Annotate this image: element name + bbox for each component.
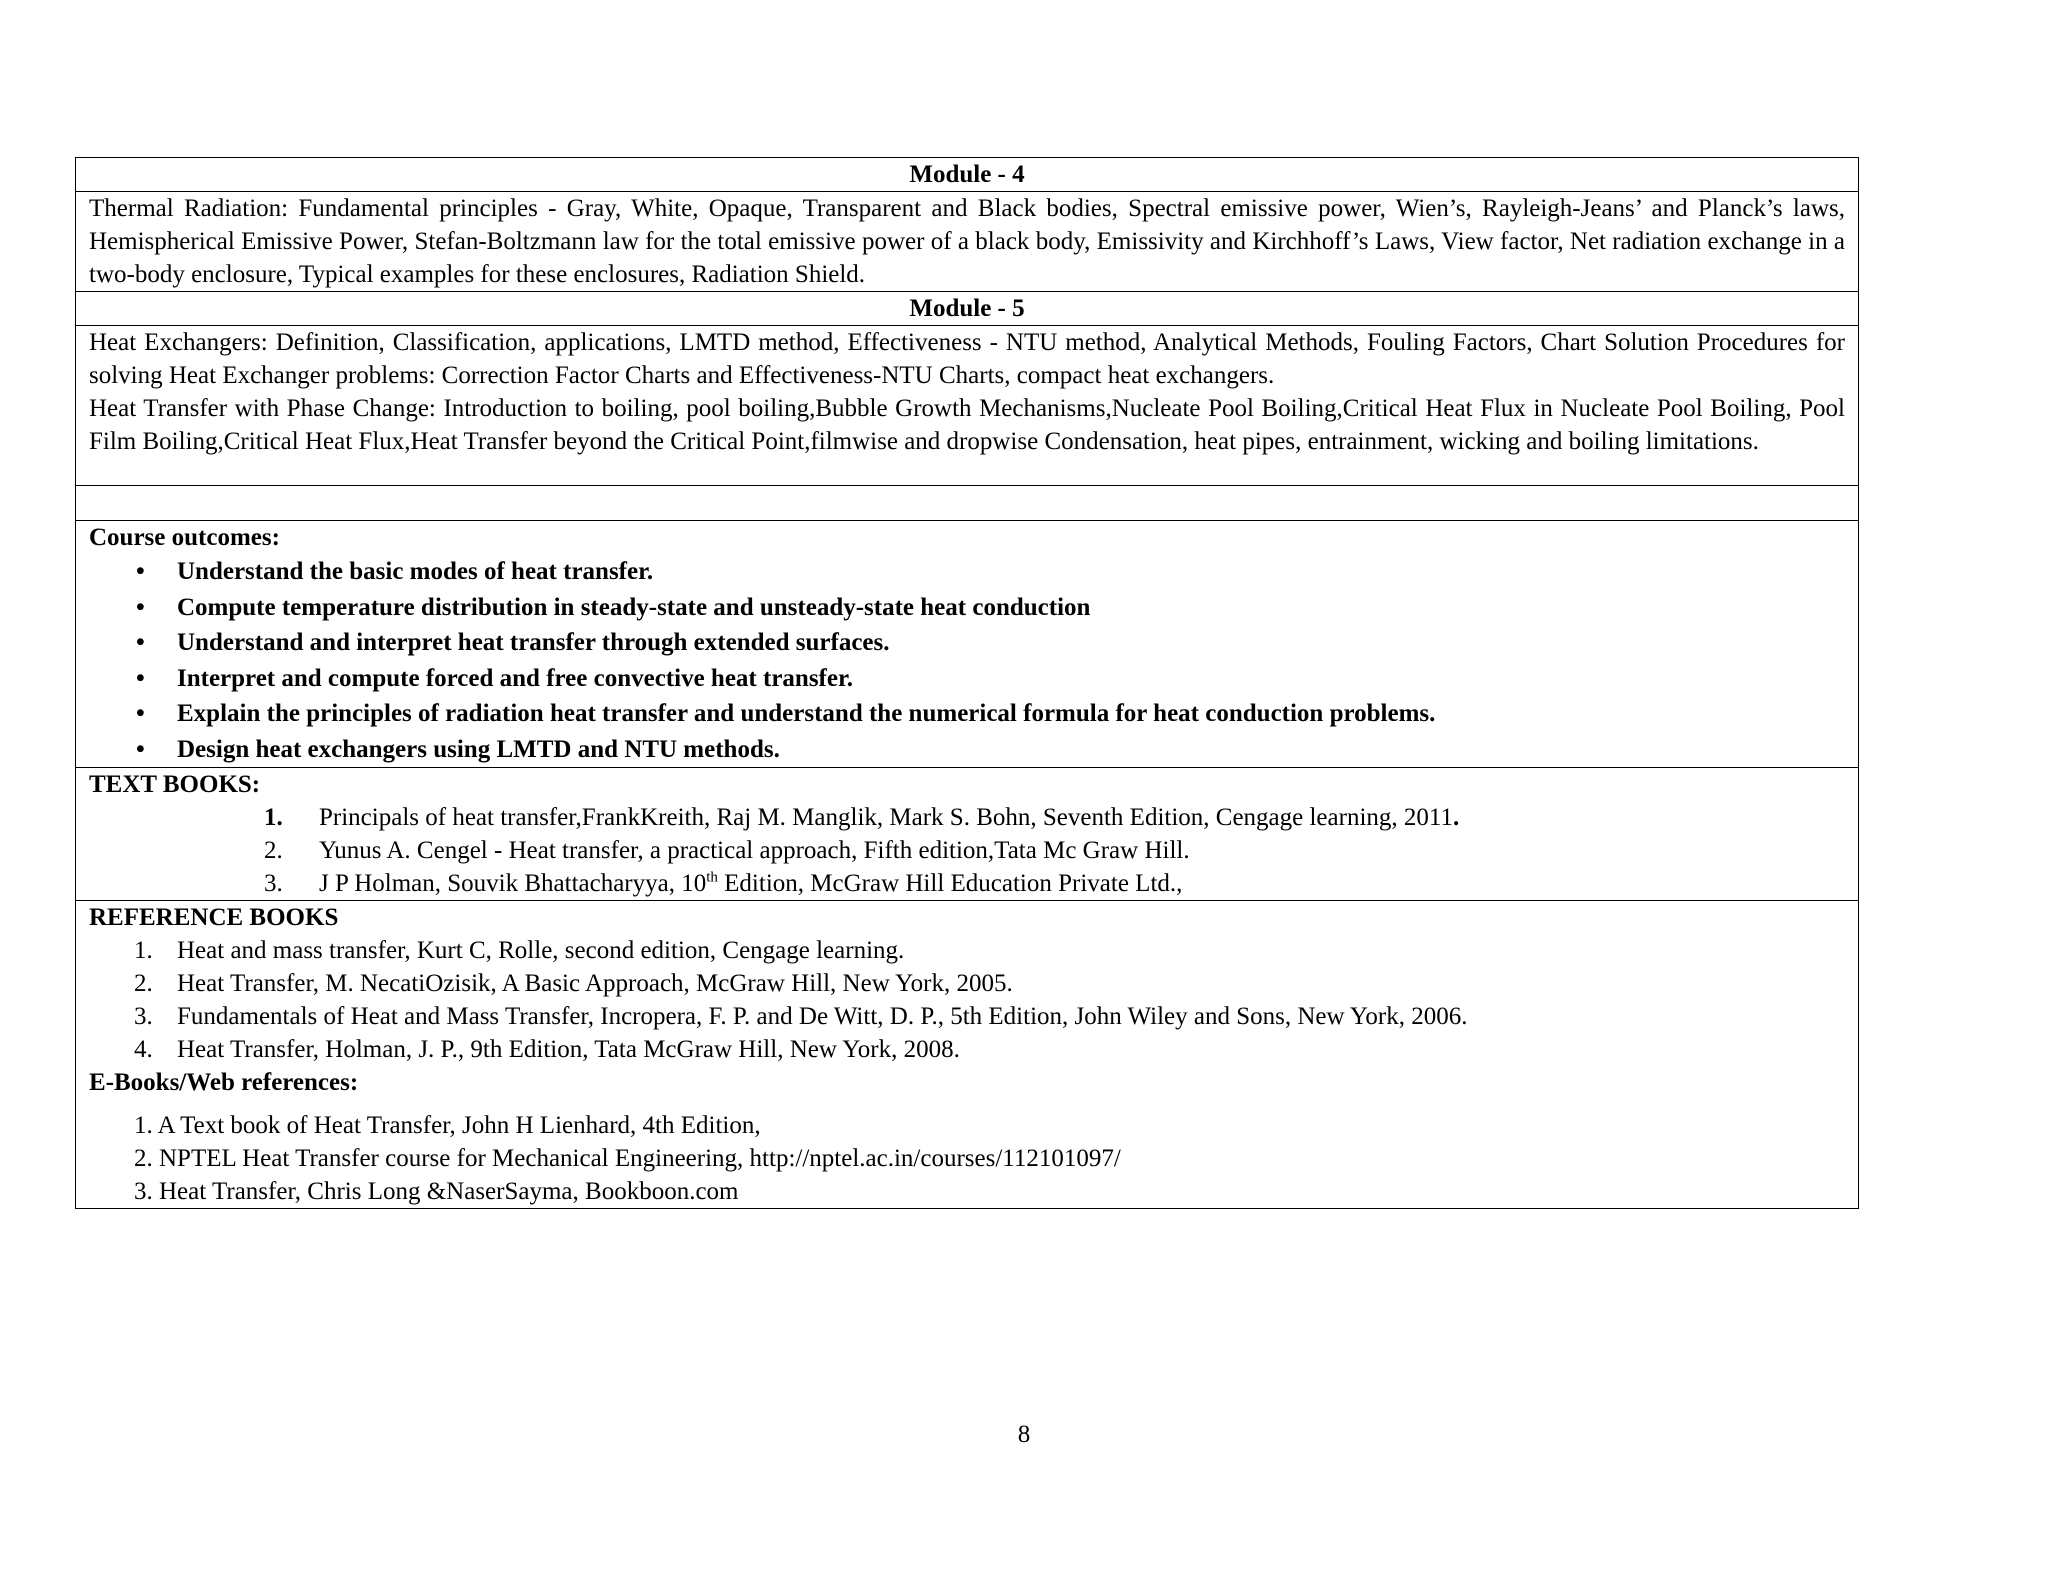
bullet-icon: • <box>136 664 145 692</box>
outcome-text: Interpret and compute forced and free convective heat transfer. <box>177 664 854 692</box>
item-number: 2. <box>264 837 283 864</box>
reference-books-list <box>89 934 1845 1066</box>
item-number: 3. <box>264 870 283 897</box>
outcome-item <box>89 554 1845 590</box>
outcome-text: Understand the basic modes of heat transfer. <box>177 558 654 585</box>
module5-heading: Module - 5 <box>76 292 1859 326</box>
module5-content-row <box>76 326 1859 486</box>
ebook-item: 3. Heat Transfer, Chris Long &NaserSayma, Bookboon.com <box>134 1178 739 1205</box>
text-books-cell <box>76 768 1859 901</box>
text-books-row <box>76 768 1859 901</box>
outcome-item <box>89 625 1845 661</box>
module5-paragraph-1: Heat Exchangers: Definition, Classification, applications, LMTD method, Effectiveness - NTU method, Analytical Methods, Fouling Factors, Chart Solution Procedures for solving Heat Exchanger problems: Correction Factor Charts and Effectiveness-NTU Charts, compact heat exchangers. <box>89 329 1845 389</box>
outcome-text: Explain the principles of radiation heat transfer and understand the numerical formula for heat conduction problems. <box>177 700 1436 727</box>
outcome-item <box>89 661 1845 697</box>
module5-heading-row <box>76 292 1859 326</box>
outcomes-heading: Course outcomes: <box>89 524 280 551</box>
item-number: 1. <box>264 804 283 831</box>
empty-cell <box>76 486 1859 521</box>
outcome-item <box>89 590 1845 626</box>
outcome-item <box>89 732 1845 768</box>
reference-books-cell <box>76 901 1859 1209</box>
ebooks-list <box>89 1109 1845 1208</box>
reference-books-heading: REFERENCE BOOKS <box>89 904 339 931</box>
text-book-title: Yunus A. Cengel - Heat transfer, a practical approach, Fifth edition,Tata Mc Graw Hill. <box>319 837 1190 864</box>
outcomes-cell <box>76 521 1859 768</box>
outcome-text: Understand and interpret heat transfer through extended surfaces. <box>177 629 890 656</box>
text-book-item <box>89 834 1845 867</box>
reference-book-title: Heat Transfer, M. NecatiOzisik, A Basic Approach, McGraw Hill, New York, 2005. <box>177 970 1013 997</box>
reference-book-item <box>89 1033 1845 1066</box>
outcomes-list <box>89 554 1845 767</box>
module5-content <box>76 326 1859 486</box>
ebooks-heading: E-Books/Web references: <box>89 1069 359 1096</box>
text-book-title: Principals of heat transfer,FrankKreith, Raj M. Manglik, Mark S. Bohn, Seventh Edition, Cengage learning, 2011 <box>319 804 1453 831</box>
ebook-item: 2. NPTEL Heat Transfer course for Mechanical Engineering, http://nptel.ac.in/courses/112101097/ <box>134 1145 1121 1172</box>
item-number: 1. <box>134 937 153 964</box>
superscript: th <box>706 869 718 886</box>
item-number: 4. <box>134 1036 153 1063</box>
module5-paragraph-2: Heat Transfer with Phase Change: Introduction to boiling, pool boiling,Bubble Growth Mechanisms,Nucleate Pool Boiling,Critical Heat Flux in Nucleate Pool Boiling, Pool Film Boiling,Critical Heat Flux,Heat Transfer beyond the Critical Point,filmwise and dropwise Condensation, heat pipes, entrainment, wicking and boiling limitations. <box>89 395 1845 455</box>
outcome-text: Design heat exchangers using LMTD and NTU methods. <box>177 735 780 763</box>
text-book-item <box>89 867 1845 900</box>
outcome-item <box>89 696 1845 732</box>
outcomes-row <box>76 521 1859 768</box>
outcome-text: Compute temperature distribution in steady-state and unsteady-state heat conduction <box>177 593 1091 621</box>
empty-row <box>76 486 1859 521</box>
text-book-title-post: Edition, McGraw Hill Education Private Ltd., <box>717 870 1183 897</box>
bullet-icon: • <box>136 593 145 621</box>
text-book-item <box>89 801 1845 834</box>
reference-book-item <box>89 1000 1845 1033</box>
reference-book-item <box>89 934 1845 967</box>
module4-content-row <box>76 192 1859 292</box>
reference-book-title: Fundamentals of Heat and Mass Transfer, Incropera, F. P. and De Witt, D. P., 5th Edition, John Wiley and Sons, New York, 2006. <box>177 1003 1468 1030</box>
ebook-item: 1. A Text book of Heat Transfer, John H Lienhard, 4th Edition, <box>134 1112 761 1139</box>
page-number: 8 <box>1017 1421 1031 1448</box>
text-books-list <box>89 801 1845 900</box>
reference-books-row <box>76 901 1859 1209</box>
reference-book-title: Heat Transfer, Holman, J. P., 9th Edition, Tata McGraw Hill, New York, 2008. <box>177 1036 960 1063</box>
module4-heading: Module - 4 <box>76 158 1859 192</box>
bullet-icon: • <box>136 629 145 656</box>
item-number: 3. <box>134 1003 153 1030</box>
syllabus-table <box>75 157 1859 1209</box>
module4-heading-row <box>76 158 1859 192</box>
bullet-icon: • <box>136 558 145 585</box>
text-book-title-pre: J P Holman, Souvik Bhattacharyya, 10 <box>319 870 707 897</box>
bullet-icon: • <box>136 700 145 727</box>
text-book-end: . <box>1452 804 1460 831</box>
item-number: 2. <box>134 970 153 997</box>
reference-book-item <box>89 967 1845 1000</box>
reference-book-title: Heat and mass transfer, Kurt C, Rolle, second edition, Cengage learning. <box>177 937 905 964</box>
text-books-heading: TEXT BOOKS: <box>89 771 261 798</box>
module4-text: Thermal Radiation: Fundamental principles - Gray, White, Opaque, Transparent and Black bodies, Spectral emissive power, Wien’s, Rayleigh-Jeans’ and Planck’s laws, Hemispherical Emissive Power, Stefan-Boltzmann law for the total emissive power of a black body, Emissivity and Kirchhoff’s Laws, View factor, Net radiation exchange in a two-body enclosure, Typical examples for these enclosures, Radiation Shield. <box>76 192 1859 292</box>
bullet-icon: • <box>136 735 145 763</box>
